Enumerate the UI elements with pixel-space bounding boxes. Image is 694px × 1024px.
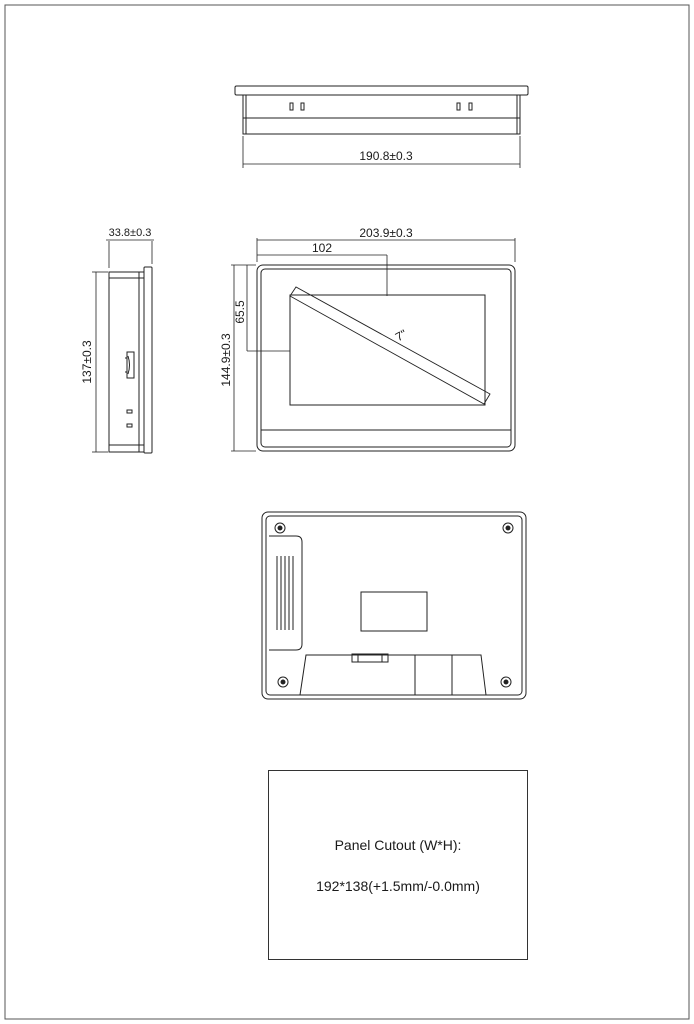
side-view-height-label: 137±0.3 [80, 340, 94, 384]
back-view [262, 512, 526, 699]
side-view [92, 240, 154, 453]
back-view-label-area [361, 592, 427, 631]
back-view-connector-block [300, 655, 486, 695]
front-view-diagonal-label: 7" [392, 326, 410, 345]
front-view-height-label: 144.9±0.3 [219, 333, 233, 387]
panel-cutout-box [268, 770, 528, 960]
panel-cutout-value: 192*138(+1.5mm/-0.0mm) [316, 878, 480, 894]
front-view-offset-x-label: 102 [311, 241, 333, 255]
front-view-width-label: 203.9±0.3 [359, 226, 413, 240]
top-view-width-label: 190.8±0.3 [359, 149, 413, 163]
side-view-depth-label: 33.8±0.3 [108, 227, 152, 239]
top-view-slots [290, 103, 472, 110]
front-view-offset-y-label: 65.5 [233, 300, 247, 324]
back-view-screws [275, 523, 513, 687]
panel-cutout-title: Panel Cutout (W*H): [334, 837, 462, 853]
front-view [231, 238, 515, 451]
